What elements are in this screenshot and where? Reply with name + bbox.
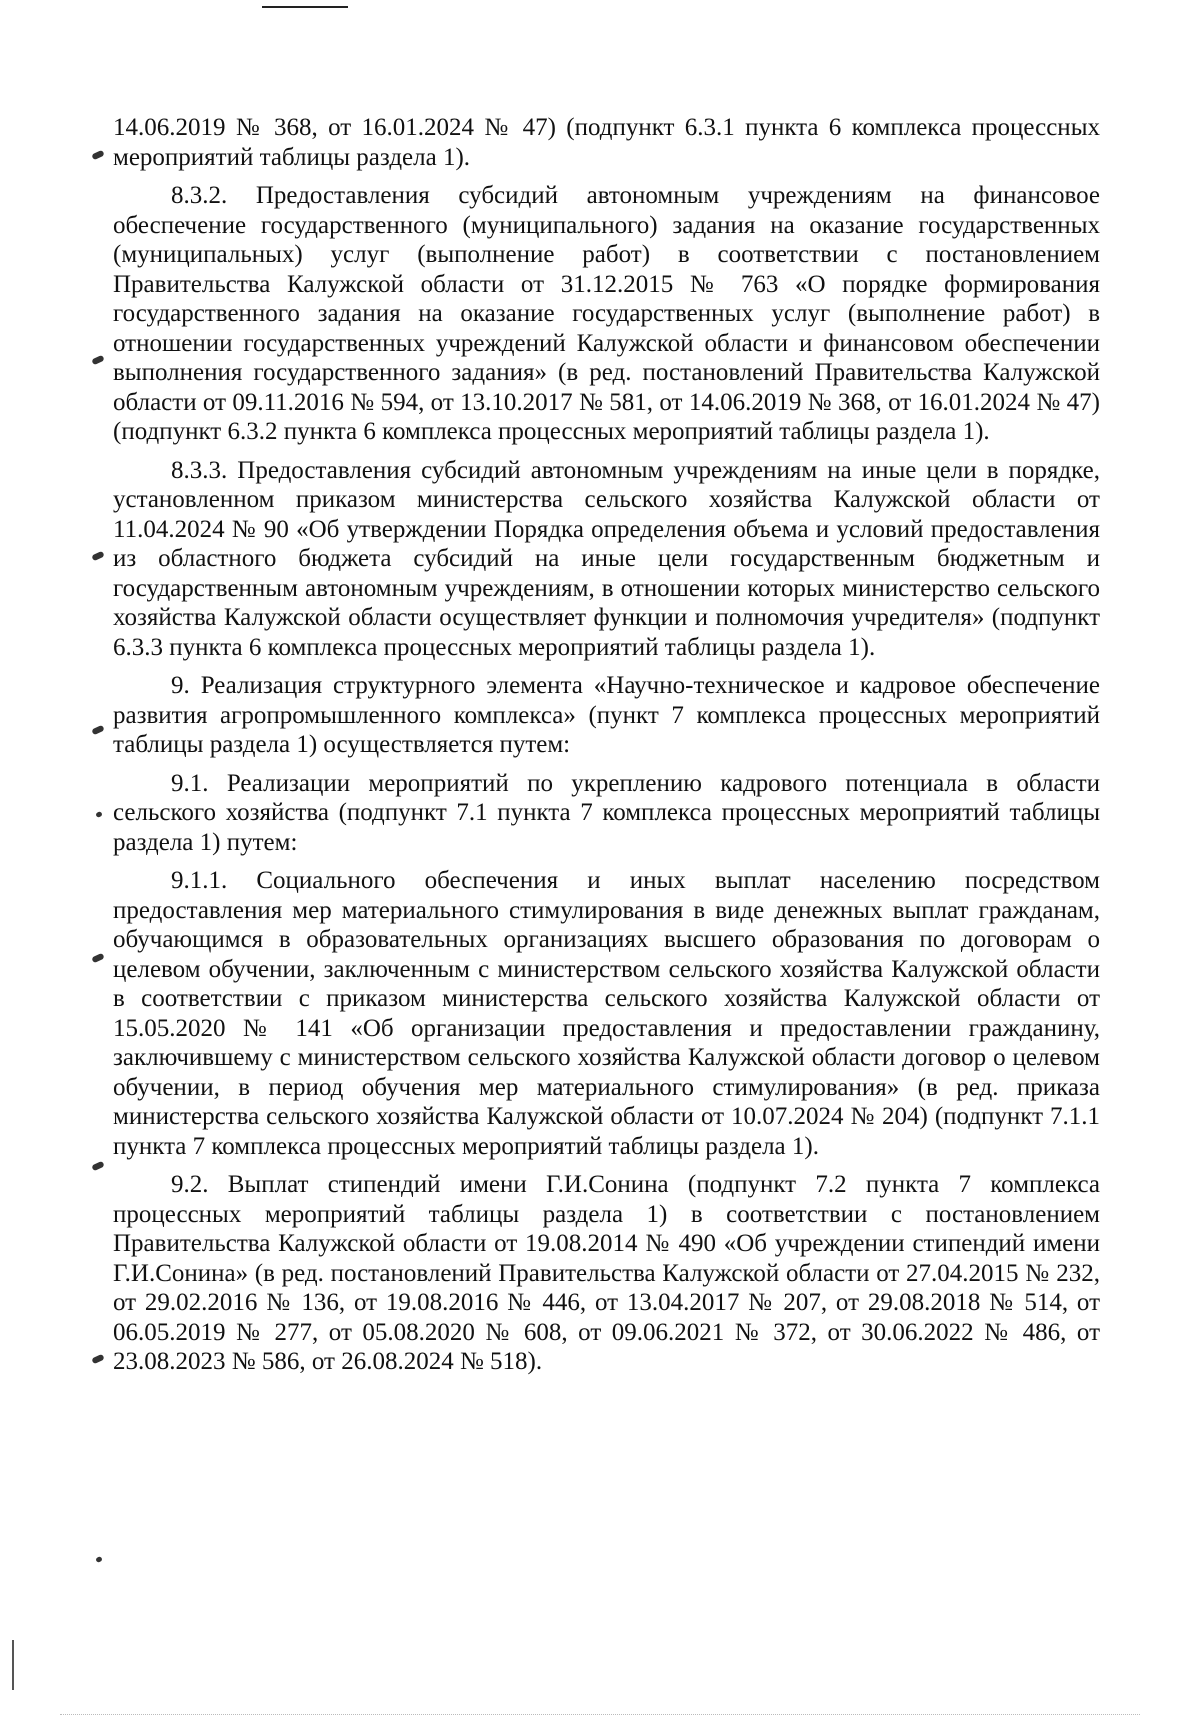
paragraph-8-3-2: 8.3.2. Предоставления субсидий автономным учреждениям на финансовое обеспечение государственного (муниципального) задания на оказание государственных (муниципальных) услуг (выполнение работ) в соответствии с постановлением Правительства Калужской области от 31.12.2015 № 763 «О порядке формирования государственного задания на оказание государственных услуг (выполнение работ) в отношении государственных учреждений Калужской области и финансовом обеспечении выполнения государственного задания» (в ред. постановлений Правительства Калужской области от 09.11.2016 № 594, от 13.10.2017 № 581, от 14.06.2019 № 368, от 16.01.2024 № 47) (подпункт 6.3.2 пункта 6 комплекса процессных мероприятий таблицы раздела 1). bbox=[113, 182, 1100, 445]
scan-mark bbox=[91, 725, 104, 736]
scan-mark bbox=[91, 355, 104, 366]
scan-mark bbox=[91, 953, 104, 964]
scan-mark bbox=[95, 811, 103, 818]
paragraph-9-1: 9.1. Реализации мероприятий по укреплению кадрового потенциала в области сельского хозяйства (подпункт 7.1 пункта 7 комплекса процессных мероприятий таблицы раздела 1) путем: bbox=[113, 769, 1100, 856]
scan-mark bbox=[91, 1354, 104, 1365]
scan-mark bbox=[95, 1556, 103, 1563]
paragraph-9: 9. Реализация структурного элемента «Научно-техническое и кадровое обеспечение развития агропромышленного комплекса» (пункт 7 комплекса процессных мероприятий таблицы раздела 1) осуществляется путем: bbox=[113, 672, 1100, 758]
scan-edge-line bbox=[12, 1640, 14, 1690]
scan-mark bbox=[91, 1161, 104, 1172]
document-body bbox=[113, 113, 1100, 1386]
scan-mark bbox=[91, 551, 104, 562]
paragraph-8-3-3: 8.3.3. Предоставления субсидий автономным учреждениям на иные цели в порядке, установленном приказом министерства сельского хозяйства Калужской области от 11.04.2024 № 90 «Об утверждении Порядка определения объема и условий предоставления из областного бюджета субсидий на иные цели государственным бюджетным и государственным автономным учреждениям, в отношении которых министерство сельского хозяйства Калужской области осуществляет функции и полномочия учредителя» (подпункт 6.3.3 пункта 6 комплекса процессных мероприятий таблицы раздела 1). bbox=[113, 456, 1100, 661]
paragraph-continuation: 14.06.2019 № 368, от 16.01.2024 № 47) (подпункт 6.3.1 пункта 6 комплекса процессных мероприятий таблицы раздела 1). bbox=[113, 114, 1100, 171]
paragraph-9-2: 9.2. Выплат стипендий имени Г.И.Сонина (подпункт 7.2 пункта 7 комплекса процессных мероприятий таблицы раздела 1) в соответствии с постановлением Правительства Калужской области от 19.08.2014 № 490 «Об учреждении стипендий имени Г.И.Сонина» (в ред. постановлений Правительства Калужской области от 27.04.2015 № 232, от 29.02.2016 № 136, от 19.08.2016 № 446, от 13.04.2017 № 207, от 29.08.2018 № 514, от 06.05.2019 № 277, от 05.08.2020 № 608, от 09.06.2021 № 372, от 30.06.2022 № 486, от 23.08.2023 № 586, от 26.08.2024 № 518). bbox=[113, 1171, 1100, 1375]
top-rule bbox=[262, 6, 348, 8]
paragraph-9-1-1: 9.1.1. Социального обеспечения и иных выплат населению посредством предоставления мер материального стимулирования в виде денежных выплат гражданам, обучающимся в образовательных организациях высшего образования по договорам о целевом обучении, заключенным с министерством сельского хозяйства Калужской области в соответствии с приказом министерства сельского хозяйства Калужской области от 15.05.2020 № 141 «Об организации предоставления и предоставлении гражданину, заключившему с министерством сельского хозяйства Калужской области договор о целевом обучении, в период обучения мер материального стимулирования» (в ред. приказа министерства сельского хозяйства Калужской области от 10.07.2024 № 204) (подпункт 7.1.1 пункта 7 комплекса процессных мероприятий таблицы раздела 1). bbox=[113, 867, 1100, 1160]
scan-mark bbox=[91, 150, 104, 161]
scan-bottom-edge bbox=[60, 1714, 1140, 1715]
